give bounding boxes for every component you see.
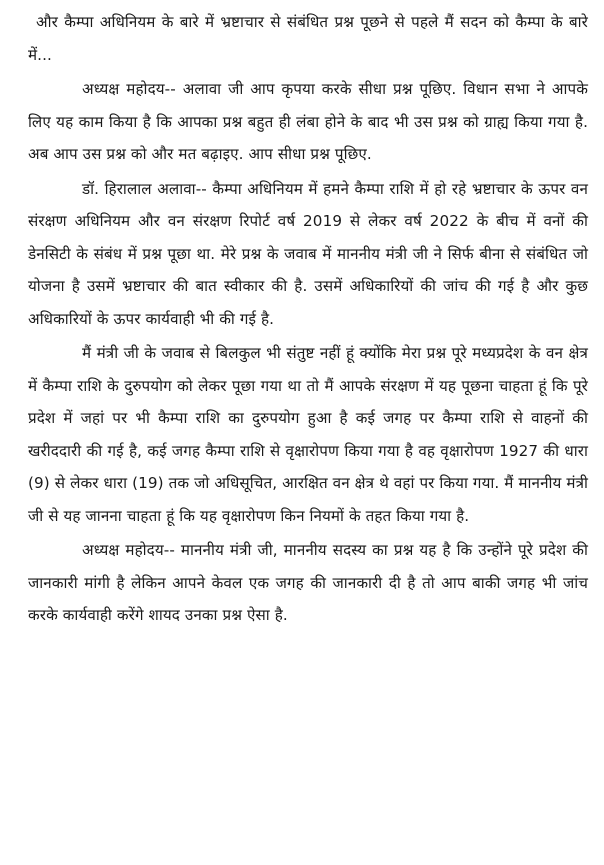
paragraph-campa-intro: और कैम्पा अधिनियम के बारे में भ्रष्टाचार से संबंधित प्रश्न पूछने से पहले मैं सदन को कैम्पा के बारे में... xyxy=(28,13,588,64)
paragraph-speaker-remark-1: अध्यक्ष महोदय-- अलावा जी आप कृपया करके सीधा प्रश्न पूछिए. विधान सभा ने आपके लिए यह काम किया है कि आपका प्रश्न बहुत ही लंबा होने के बाद भी उस प्रश्न को ग्राह्य किया गया है. अब आप उस प्रश्न को और मत बढ़ाइए. आप सीधा प्रश्न पूछिए. xyxy=(28,80,588,163)
paragraph-speaker-remark-2: अध्यक्ष महोदय-- माननीय मंत्री जी, माननीय सदस्य का प्रश्न यह है कि उन्होंने पूरे प्रदेश की जानकारी मांगी है लेकिन आपने केवल एक जगह की जानकारी दी है तो आप बाकी जगह भी जांच करके कार्यवाही करेंगे शायद उनका प्रश्न ऐसा है. xyxy=(28,541,588,624)
paragraph-hiralal-alawa-question: डॉ. हिरालाल अलावा-- कैम्पा अधिनियम में हमने कैम्पा राशि में हो रहे भ्रष्टाचार के ऊपर वन संरक्षण अधिनियम और वन संरक्षण रिपोर्ट वर्ष 2019 से लेकर वर्ष 2022 के बीच में वनों की डेनसिटी के संबंध में प्रश्न पूछा था. मेरे प्रश्न के जवाब में माननीय मंत्री जी ने सिर्फ बीना से संबंधित जो योजना है उसमें भ्रष्टाचार की बात स्वीकार की है. उसमें अधिकारियों की जांच की गई है और कुछ अधिकारियों के ऊपर कार्यवाही भी की गई है. xyxy=(28,179,588,328)
paragraph-hiralal-alawa-followup: मैं मंत्री जी के जवाब से बिलकुल भी संतुष्ट नहीं हूं क्योंकि मेरा प्रश्न पूरे मध्यप्रदेश के वन क्षेत्र में कैम्पा राशि के दुरुपयोग को लेकर पूछा गया था तो मैं आपके संरक्षण में यह पूछना चाहता हूं कि पूरे प्रदेश में जहां पर भी कैम्पा राशि का दुरुपयोग हुआ है कई जगह पर कैम्पा राशि से वाहनों की खरीददारी की गई है, कई जगह कैम्पा राशि से वृक्षारोपण किया गया है वह वृक्षारोपण 1927 की धारा (9) से लेकर धारा (19) तक जो अधिसूचित, आरक्षित वन क्षेत्र थे वहां पर किया गया. मैं माननीय मंत्री जी से यह जानना चाहता हूं कि यह वृक्षारोपण किन नियमों के तहत किया गया है. xyxy=(28,344,588,525)
